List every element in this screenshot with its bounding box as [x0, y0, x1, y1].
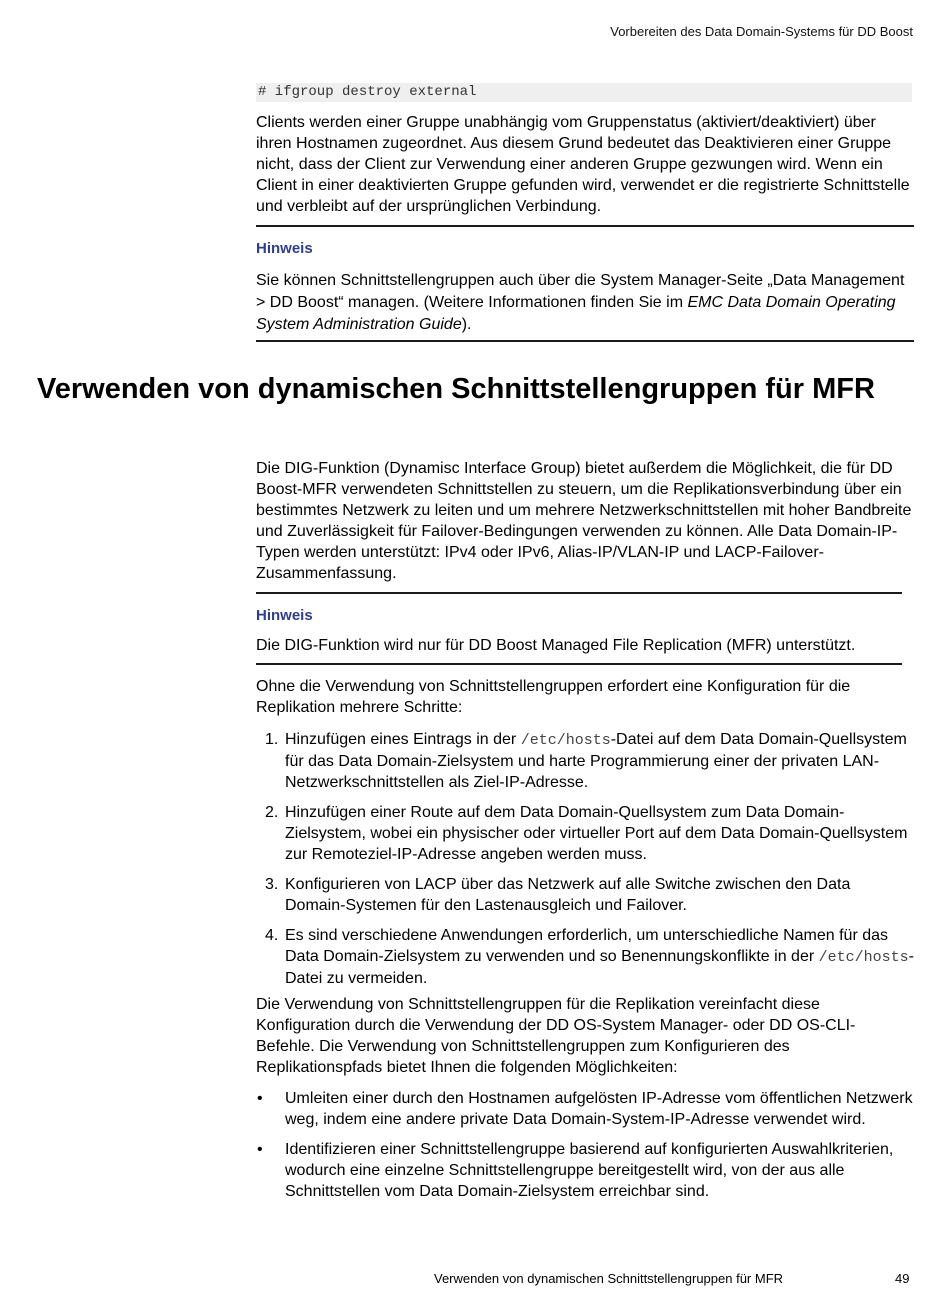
bullet-icon: • [257, 1141, 263, 1158]
note-guide-title: EMC Data Domain Operating System Administration Guide [256, 294, 896, 333]
note-box-1 [256, 225, 914, 342]
note-title: Hinweis [256, 607, 313, 624]
note-text [256, 270, 914, 336]
note-text-end: ). [461, 316, 472, 333]
step-text: Es sind verschiedene Anwendungen erforderlich, um unterschiedliche Namen für das Data Domain-Zielsystem zu verwenden und so Benennungskonflikte in der [285, 927, 889, 965]
list-item [256, 1139, 914, 1202]
note-title: Hinweis [256, 240, 313, 257]
step-number: 3. [265, 876, 279, 893]
note-box-2 [256, 592, 902, 665]
bullet-icon: • [257, 1090, 263, 1107]
paragraph-usage: Die Verwendung von Schnittstellengruppen für die Replikation vereinfacht diese Konfiguration durch die Verwendung der DD OS-System Manager- oder DD OS-CLI-Befehle. Die Verwendung von Schnittstellengruppen zum Konfigurieren des Replikationspfads bietet Ihnen die folgenden Möglichkeiten: [256, 996, 856, 1076]
list-item [256, 802, 914, 865]
code-block: # ifgroup destroy external [256, 83, 912, 102]
list-item [256, 925, 914, 989]
paragraph-clients: Clients werden einer Gruppe unabhängig vom Gruppenstatus (aktiviert/deaktiviert) über ihren Hostnamen zugeordnet. Aus diesem Grund bedeutet das Deaktivieren einer Gruppe nicht, dass der Client zur Verwendung einer anderen Gruppe gezwungen wird. Wenn ein Client in einer deaktivierten Gruppe gefunden wird, verwendet er die registrierte Schnittstelle und verbleibt auf der ursprünglichen Verbindung. [256, 114, 910, 215]
list-item [256, 729, 914, 793]
hosts-file-path: /etc/hosts [818, 949, 909, 966]
step-text-end: -Datei zu vermeiden. [285, 948, 914, 987]
step-text-end: -Datei auf dem Data Domain-Quellsystem für das Data Domain-Zielsystem und harte Programmierung einer der privaten LAN-Netzwerkschnittstellen als Ziel-IP-Adresse. [285, 731, 907, 791]
section-heading: Verwenden von dynamischen Schnittstellengruppen für MFR [37, 373, 875, 405]
note-text: Die DIG-Funktion wird nur für DD Boost Managed File Replication (MFR) unterstützt. [256, 637, 856, 654]
note-text-part: Sie können Schnittstellengruppen auch über die System Manager-Seite „Data Management > DD Boost“ managen. (Weitere Informationen finden Sie im [256, 272, 905, 311]
paragraph-dig: Die DIG-Funktion (Dynamisc Interface Group) bietet außerdem die Möglichkeit, die für DD Boost-MFR verwendeten Schnittstellen zu steuern, um die Replikationsverbindung über ein bestimmtes Netzwerk zu leiten und um mehrere Netzwerkschnittstellen mit hoher Bandbreite und Zuverlässigkeit für Failover-Bedingungen verwenden zu können. Alle Data Domain-IP-Typen werden unterstützt: IPv4 oder IPv6, Alias-IP/VLAN-IP und LACP-Failover-Zusammenfassung. [256, 460, 912, 582]
list-item [256, 1088, 914, 1130]
step-number: 1. [265, 731, 279, 748]
bullet-text: Identifizieren einer Schnittstellengruppe basierend auf konfigurierten Auswahlkriterien, wodurch eine einzelne Schnittstellengruppe bereitgestellt wird, von der aus alle Schnittstellen vom Data Domain-Zielsystem erreichbar sind. [285, 1141, 894, 1200]
step-text: Hinzufügen einer Route auf dem Data Domain-Quellsystem zum Data Domain-Zielsystem, wobei ein physischer oder virtueller Port auf dem Data Domain-Quellsystem zur Remoteziel-IP-Adresse angeben werden muss. [285, 804, 908, 863]
numbered-steps [256, 729, 914, 998]
step-text: Hinzufügen eines Eintrags in der [285, 731, 521, 748]
page-number: 49 [895, 1271, 910, 1286]
bullet-list [256, 1088, 914, 1211]
step-number: 2. [265, 804, 279, 821]
hosts-file-path: /etc/hosts [520, 732, 611, 749]
footer-title: Verwenden von dynamischen Schnittstellengruppen für MFR [434, 1271, 784, 1286]
bullet-text: Umleiten einer durch den Hostnamen aufgelösten IP-Adresse vom öffentlichen Netzwerk weg, indem eine andere private Data Domain-System-IP-Adresse verwendet wird. [285, 1090, 913, 1128]
paragraph-without-groups: Ohne die Verwendung von Schnittstellengruppen erfordert eine Konfiguration für die Replikation mehrere Schritte: [256, 678, 851, 716]
running-header: Vorbereiten des Data Domain-Systems für DD Boost [610, 24, 913, 39]
step-text: Konfigurieren von LACP über das Netzwerk auf alle Switche zwischen den Data Domain-Systemen für den Lastenausgleich und Failover. [285, 876, 851, 914]
step-number: 4. [265, 927, 279, 944]
list-item [256, 874, 914, 916]
